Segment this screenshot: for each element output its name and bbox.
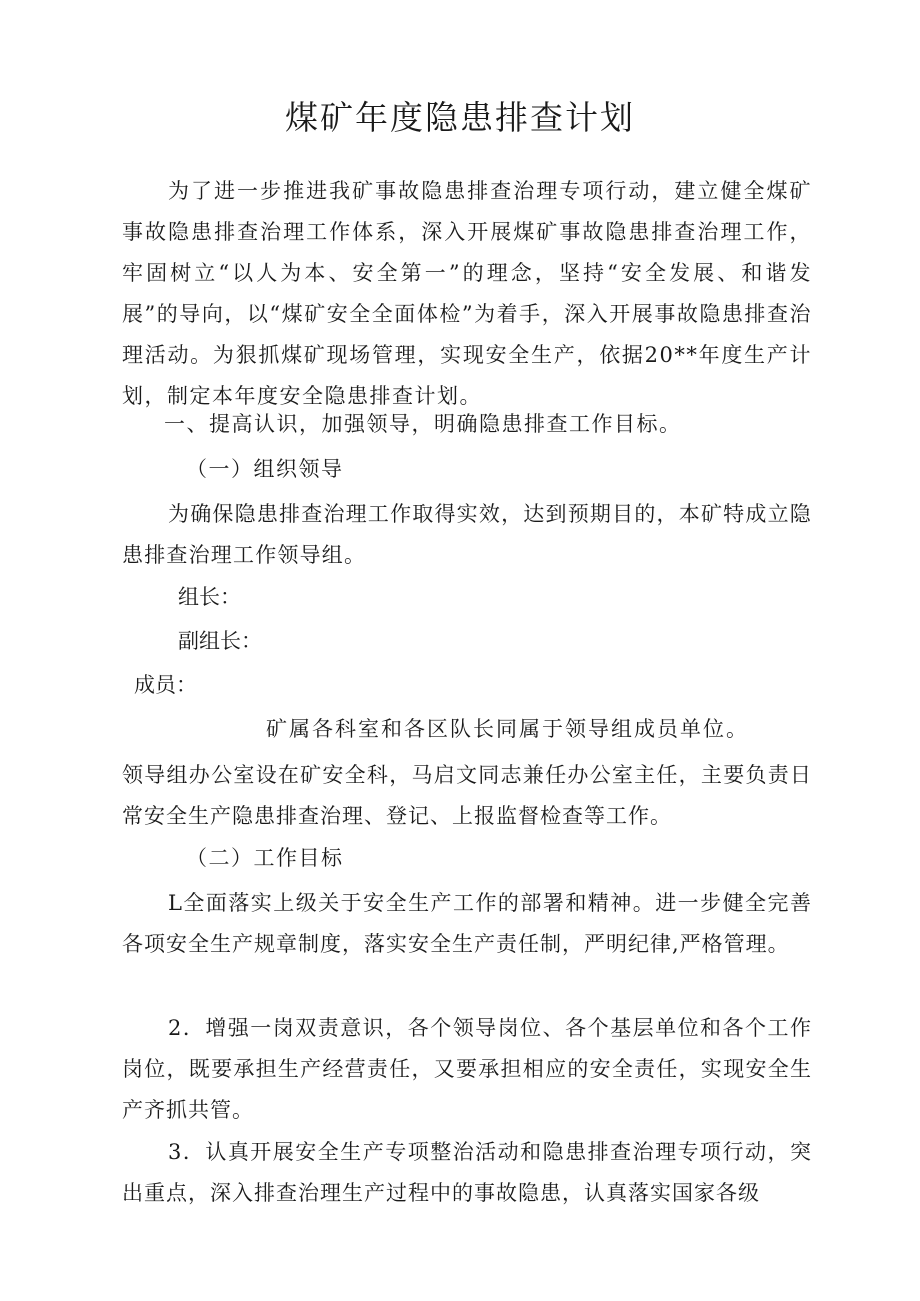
organization-paragraph: 为确保隐患排查治理工作取得实效，达到预期目的，本矿特成立隐患排查治理工作领导组。 [122, 502, 812, 567]
members-note: 矿属各科室和各区队长同属于领导组成员单位。 [266, 717, 749, 741]
goal-item-2: 2．增强一岗双责意识，各个领导岗位、各个基层单位和各个工作岗位，既要承担生产经营责任，又要承担相应的安全责任，实现安全生产齐抓共管。 [122, 1016, 812, 1122]
document-title: 煤矿年度隐患排查计划 [285, 98, 635, 137]
deputy-leader-label: 副组长： [178, 629, 262, 653]
subsection-heading-goals: （二）工作目标 [186, 846, 344, 870]
leader-label: 组长： [178, 585, 241, 609]
intro-paragraph: 为了进一步推进我矿事故隐患排查治理专项行动，建立健全煤矿事故隐患排查治理工作体系，深入开展煤矿事故隐患排查治理工作，牢固树立“以人为本、安全第一”的理念，坚持“安全发展、和谐发展”的导向，以“煤矿安全全面体检”为着手，深入开展事故隐患排查治理活动。为狠抓煤矿现场管理，实现安全生产，依据20**年度生产计划，制定本年度安全隐患排查计划。 [122, 179, 812, 408]
goal-item-3: 3．认真开展安全生产专项整治活动和隐患排查治理专项行动，突出重点，深入排查治理生产过程中的事故隐患，认真落实国家各级 [122, 1140, 812, 1205]
members-label: 成员： [134, 673, 197, 697]
section-heading-1: 一、提高认识，加强领导，明确隐患排查工作目标。 [164, 412, 682, 436]
goal-item-1: L全面落实上级关于安全生产工作的部署和精神。进一步健全完善各项安全生产规章制度，落实安全生产责任制，严明纪律,严格管理。 [122, 891, 812, 956]
office-paragraph: 领导组办公室设在矿安全科，马启文同志兼任办公室主任，主要负责日常安全生产隐患排查治理、登记、上报监督检查等工作。 [122, 763, 812, 828]
subsection-heading-organization: （一）组织领导 [186, 457, 344, 481]
